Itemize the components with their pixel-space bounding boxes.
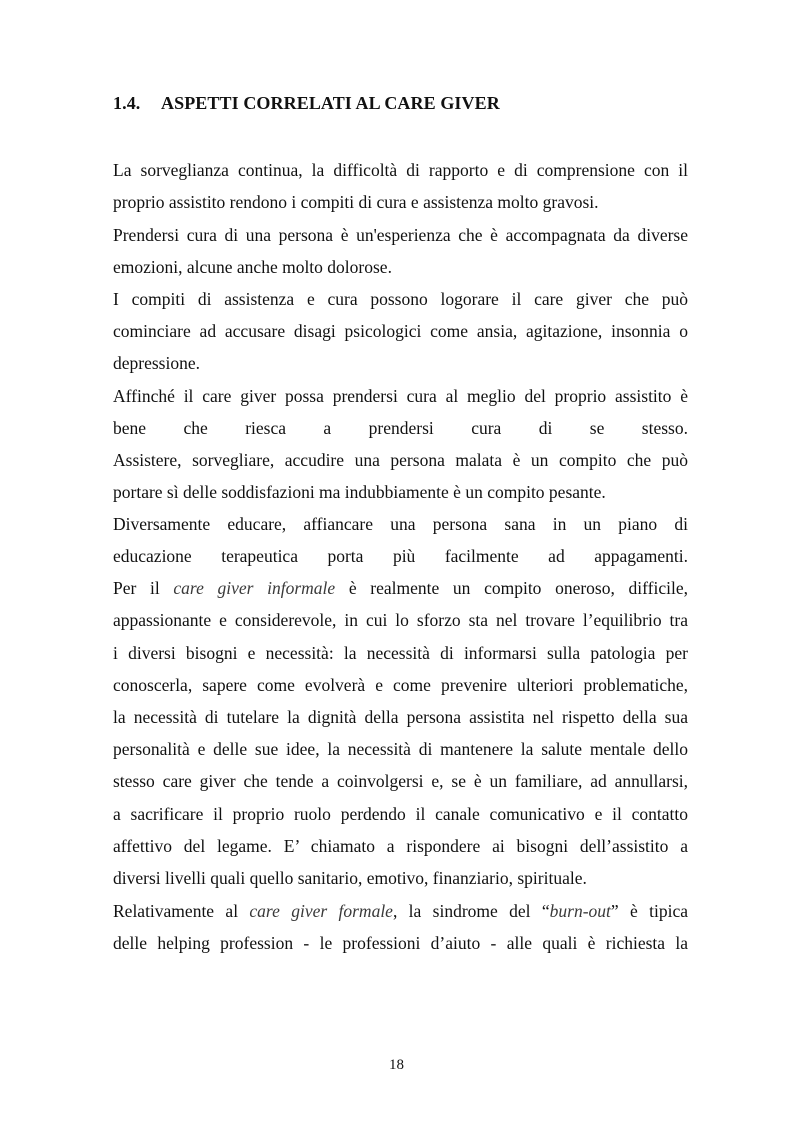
text-run: Per il (113, 578, 174, 598)
text-line: Affinché il care giver possa prendersi cura al meglio del proprio assistito è (113, 386, 688, 406)
text-line: educazione terapeutica porta più facilmente ad appagamenti. (113, 546, 688, 566)
text-run: ” è tipica (610, 901, 688, 921)
text-line: conoscerla, sapere come evolverà e come prevenire ulteriori problematiche, (113, 675, 688, 695)
emphasized-term: care giver informale (173, 578, 336, 598)
page-number: 18 (389, 1057, 404, 1073)
text-line: I compiti di assistenza e cura possono logorare il care giver che può (113, 289, 688, 309)
text-line (113, 577, 688, 599)
text-line: portare sì delle soddisfazioni ma indubbiamente è un compito pesante. (113, 482, 606, 502)
text-line: a sacrificare il proprio ruolo perdendo il canale comunicativo e il contatto (113, 804, 688, 824)
text-line: delle helping profession - le professioni d’aiuto - alle quali è richiesta la (113, 933, 688, 953)
text-line: i diversi bisogni e necessità: la necessità di informarsi sulla patologia per (113, 643, 688, 663)
text-run: è realmente un compito oneroso, difficile, (335, 578, 688, 598)
emphasized-term: care giver formale (249, 901, 393, 921)
text-line: appassionante e considerevole, in cui lo sforzo sta nel trovare l’equilibrio tra (113, 610, 688, 630)
text-line: stesso care giver che tende a coinvolgersi e, se è un familiare, ad annullarsi, (113, 771, 688, 791)
text-line: bene che riesca a prendersi cura di se stesso. (113, 418, 688, 438)
section-number: 1.4. (113, 93, 141, 113)
text-line: proprio assistito rendono i compiti di cura e assistenza molto gravosi. (113, 192, 599, 212)
text-line: diversi livelli quali quello sanitario, emotivo, finanziario, spirituale. (113, 868, 587, 888)
text-run: , la sindrome del “ (392, 901, 550, 921)
text-line: Prendersi cura di una persona è un'esperienza che è accompagnata da diverse (113, 225, 688, 245)
text-line: Assistere, sorvegliare, accudire una persona malata è un compito che può (113, 450, 688, 470)
text-run: Relativamente al (113, 901, 250, 921)
text-line: Diversamente educare, affiancare una persona sana in un piano di (113, 514, 688, 534)
text-line (113, 900, 688, 922)
text-line: La sorveglianza continua, la difficoltà di rapporto e di comprensione con il (113, 160, 688, 180)
text-line: emozioni, alcune anche molto dolorose. (113, 257, 392, 277)
section-title: ASPETTI CORRELATI AL CARE GIVER (161, 93, 500, 113)
text-line: affettivo del legame. E’ chiamato a rispondere ai bisogni dell’assistito a (113, 836, 688, 856)
emphasized-term: burn-out (549, 901, 611, 921)
text-line: cominciare ad accusare disagi psicologici come ansia, agitazione, insonnia o (113, 321, 688, 341)
text-line: personalità e delle sue idee, la necessità di mantenere la salute mentale dello (113, 739, 688, 759)
section-heading (113, 93, 500, 114)
text-line: la necessità di tutelare la dignità della persona assistita nel rispetto della sua (113, 707, 688, 727)
text-line: depressione. (113, 353, 200, 373)
